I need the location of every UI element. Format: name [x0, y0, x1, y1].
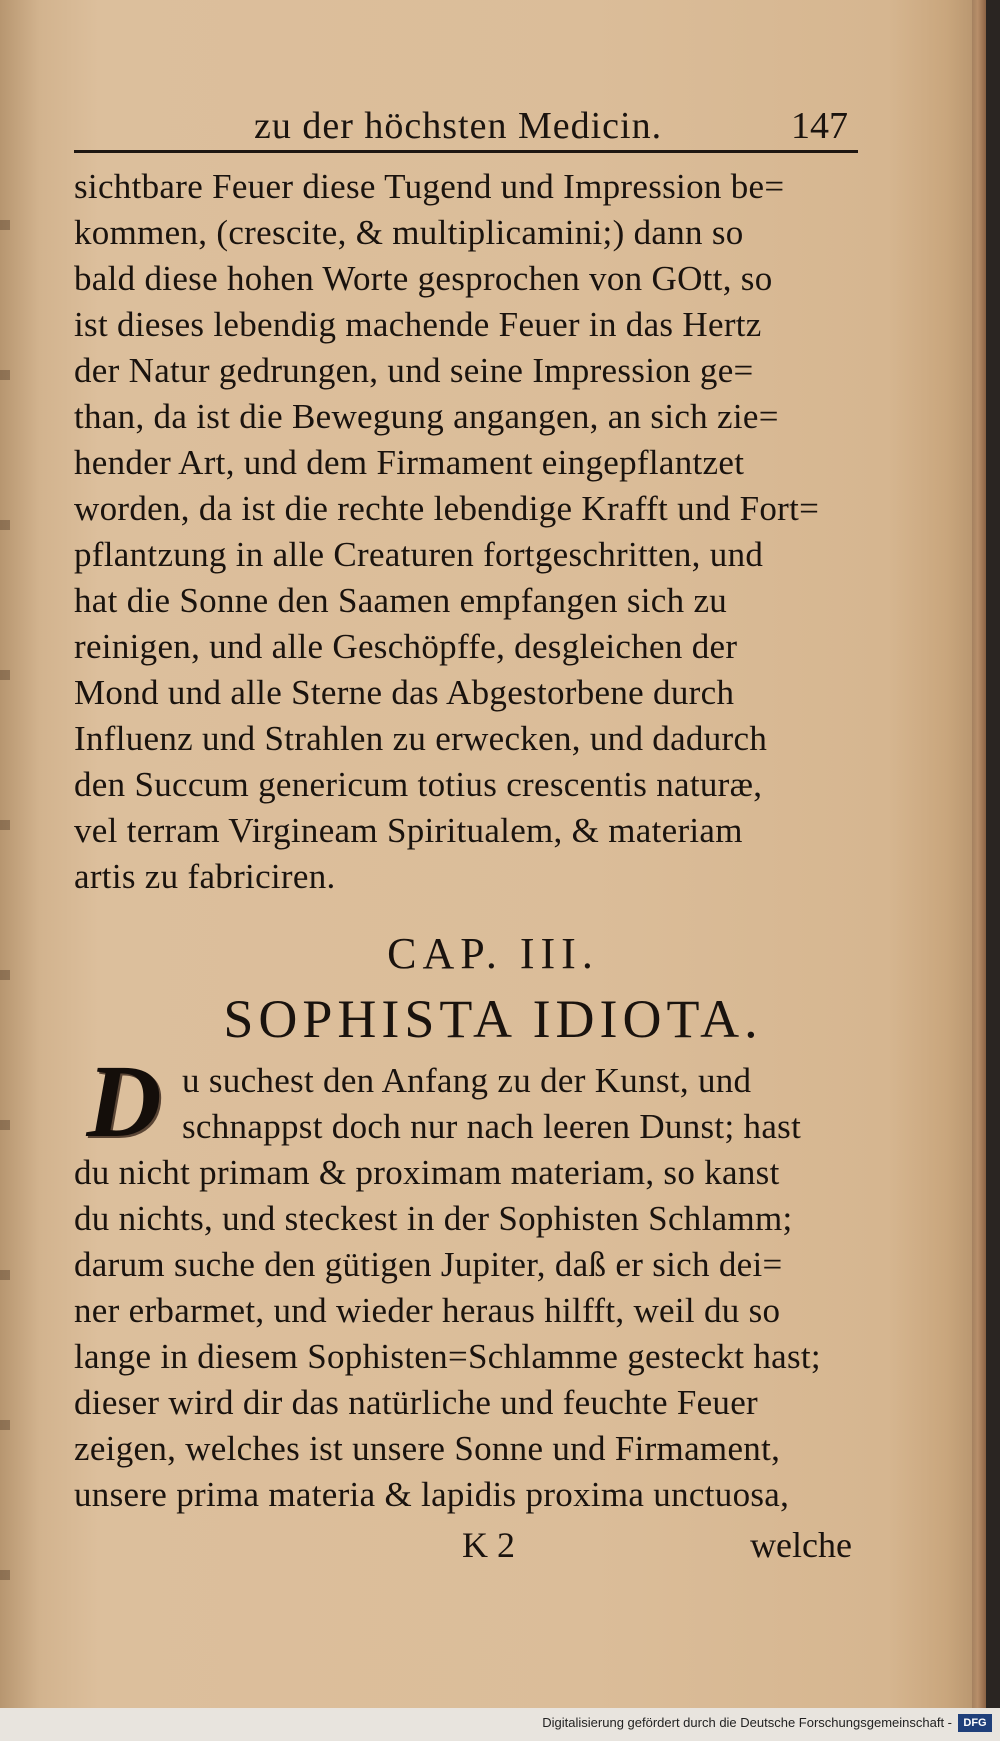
text-line: unsere prima materia & lapidis proxima unctuosa,	[74, 1475, 790, 1514]
text-line: Influenz und Strahlen zu erwecken, und dadurch	[74, 719, 768, 758]
catchline	[74, 1524, 864, 1570]
text-line: artis zu fabriciren.	[74, 857, 336, 896]
text-line: darum suche den gütigen Jupiter, daß er sich dei=	[74, 1245, 783, 1284]
drop-capital: D	[86, 1044, 162, 1159]
text-line: u suchest den Anfang zu der Kunst, und	[182, 1061, 752, 1100]
chapter-heading: CAP. III.	[387, 929, 599, 978]
text-line: ist dieses lebendig machende Feuer in das Hertz	[74, 305, 762, 344]
text-line: dieser wird dir das natürliche und feuchte Feuer	[74, 1383, 759, 1422]
text-line: Mond und alle Sterne das Abgestorbene durch	[74, 673, 735, 712]
catchword: welche	[750, 1525, 852, 1565]
chapter-title: SOPHISTA IDIOTA.	[223, 989, 763, 1049]
text-line: du nichts, und steckest in der Sophisten Schlamm;	[74, 1199, 793, 1238]
signature-mark: K 2	[462, 1525, 515, 1565]
text-line: hat die Sonne den Saamen empfangen sich zu	[74, 581, 728, 620]
text-line: bald diese hohen Worte gesprochen von GOtt, so	[74, 259, 773, 298]
gutter-shadow	[0, 150, 10, 1650]
funding-notice: Digitalisierung gefördert durch die Deutsche Forschungsgemeinschaft -	[542, 1715, 952, 1730]
text-line: than, da ist die Bewegung angangen, an sich zie=	[74, 397, 779, 436]
text-line: worden, da ist die rechte lebendige Krafft und Fort=	[74, 489, 820, 528]
text-line: zeigen, welches ist unsere Sonne und Firmament,	[74, 1429, 781, 1468]
bottom-paragraph	[74, 1058, 864, 1518]
text-line: vel terram Virgineam Spiritualem, & materiam	[74, 811, 743, 850]
text-line: der Natur gedrungen, und seine Impression ge=	[74, 351, 754, 390]
text-line: schnappst doch nur nach leeren Dunst; hast	[182, 1107, 802, 1146]
top-paragraph	[74, 164, 864, 900]
text-line: kommen, (crescite, & multiplicamini;) dann so	[74, 213, 744, 252]
dfg-logo: DFG	[958, 1714, 992, 1732]
text-line: pflantzung in alle Creaturen fortgeschritten, und	[74, 535, 764, 574]
text-line: du nicht primam & proximam materiam, so kanst	[74, 1153, 780, 1192]
text-line: ner erbarmet, und wieder heraus hilfft, weil du so	[74, 1291, 781, 1330]
page-number: 147	[791, 105, 848, 147]
digitization-footer	[0, 1708, 1000, 1741]
text-line: den Succum genericum totius crescentis naturæ,	[74, 765, 763, 804]
running-head: zu der höchsten Medicin.	[254, 105, 663, 147]
text-line: sichtbare Feuer diese Tugend und Impression be=	[74, 167, 785, 206]
text-line: reinigen, und alle Geschöpffe, desgleichen der	[74, 627, 738, 666]
text-line: lange in diesem Sophisten=Schlamme gesteckt hast;	[74, 1337, 821, 1376]
page-header	[74, 104, 858, 153]
text-line: hender Art, und dem Firmament eingepflantzet	[74, 443, 745, 482]
page-edge	[972, 0, 986, 1708]
